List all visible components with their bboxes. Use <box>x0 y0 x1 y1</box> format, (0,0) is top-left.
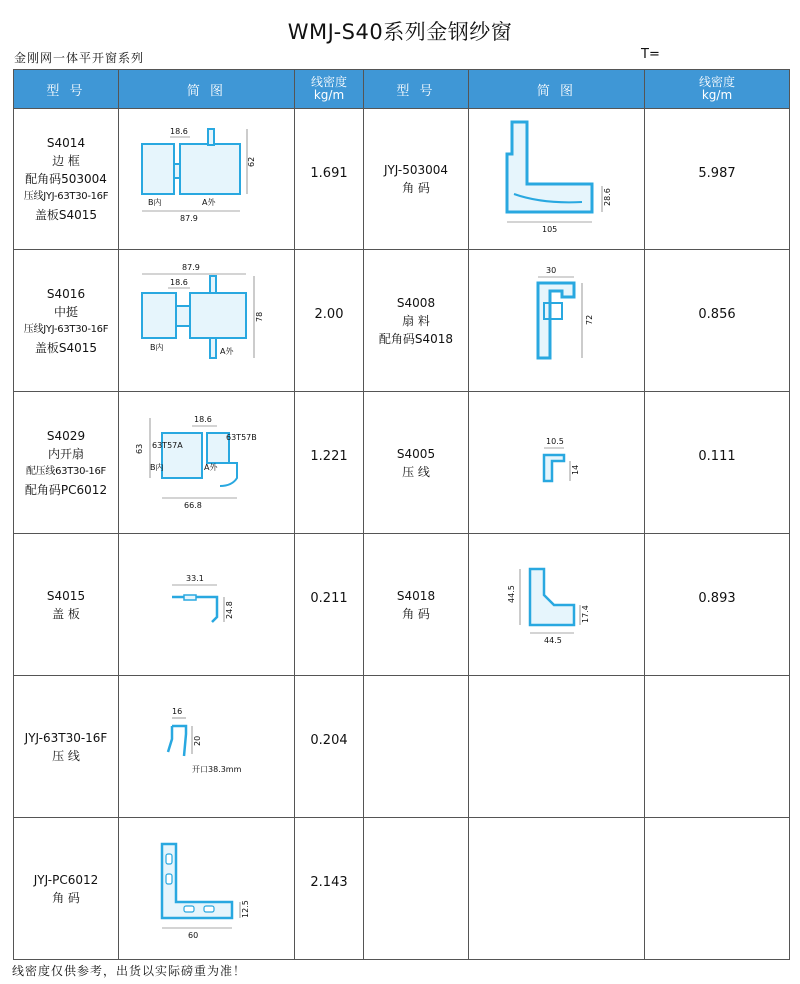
model-cell: S4014 边 框 配角码503004 压线JYJ-63T30-16F 盖板S4015 <box>14 109 119 250</box>
profile-63t30-diagram <box>132 704 282 789</box>
header-density-right: 线密度 kg/m <box>645 70 790 109</box>
svg-text:33.1: 33.1 <box>185 574 204 583</box>
svg-text:B内: B内 <box>149 343 163 352</box>
model-cell: S4015 盖 板 <box>14 534 119 676</box>
svg-text:63: 63 <box>134 443 144 454</box>
model-cell: JYJ-503004 角 码 <box>364 109 469 250</box>
diagram-cell <box>119 109 295 250</box>
header-density: 线密度 kg/m <box>295 70 364 109</box>
density-cell: 0.204 <box>295 676 364 818</box>
svg-text:105: 105 <box>541 225 557 234</box>
table-row <box>14 676 790 818</box>
profile-catalog-table <box>13 69 790 960</box>
svg-text:28.6: 28.6 <box>602 188 612 206</box>
diagram-cell <box>469 534 645 676</box>
svg-text:A外: A外 <box>203 462 217 472</box>
svg-text:24.8: 24.8 <box>224 601 234 619</box>
table-row <box>14 250 790 392</box>
svg-text:14: 14 <box>570 464 580 475</box>
svg-text:63T57A: 63T57A <box>151 440 183 450</box>
page-title: WMJ-S40系列金钢纱窗 <box>287 20 513 44</box>
svg-text:17.4: 17.4 <box>580 605 590 623</box>
svg-text:60: 60 <box>187 930 198 940</box>
empty-cell <box>645 676 790 818</box>
svg-text:18.6: 18.6 <box>193 414 212 424</box>
empty-cell <box>469 818 645 960</box>
svg-text:B内: B内 <box>149 462 163 472</box>
series-subtitle: 金刚网一体平开窗系列 <box>14 51 145 65</box>
profile-s4014-diagram <box>132 119 282 239</box>
table-row <box>14 109 790 250</box>
svg-text:开口38.3mm: 开口38.3mm <box>191 765 241 774</box>
header-model: 型 号 <box>14 70 119 109</box>
density-cell: 0.111 <box>645 392 790 534</box>
table-row <box>14 818 790 960</box>
diagram-cell <box>469 250 645 392</box>
model-cell: S4005 压 线 <box>364 392 469 534</box>
diagram-cell <box>119 818 295 960</box>
density-cell: 2.00 <box>295 250 364 392</box>
header-diagram-right: 简 图 <box>469 70 645 109</box>
model-cell: S4018 角 码 <box>364 534 469 676</box>
profile-503004-diagram <box>482 114 632 244</box>
header-diagram: 简 图 <box>119 70 295 109</box>
svg-text:A外: A外 <box>201 198 215 207</box>
density-cell: 1.691 <box>295 109 364 250</box>
svg-text:18.6: 18.6 <box>169 127 188 136</box>
model-cell: JYJ-PC6012 角 码 <box>14 818 119 960</box>
table-row <box>14 392 790 534</box>
svg-text:A外: A外 <box>219 347 233 356</box>
profile-pc6012-diagram <box>132 834 282 944</box>
diagram-cell <box>469 109 645 250</box>
diagram-cell <box>119 250 295 392</box>
density-cell: 0.856 <box>645 250 790 392</box>
profile-s4008-diagram <box>482 263 632 378</box>
svg-text:44.5: 44.5 <box>543 636 562 645</box>
profile-s4015-diagram <box>132 567 282 642</box>
svg-text:87.9: 87.9 <box>181 263 200 272</box>
svg-text:18.6: 18.6 <box>169 278 188 287</box>
model-cell: S4008 扇 料 配角码S4018 <box>364 250 469 392</box>
density-cell: 2.143 <box>295 818 364 960</box>
empty-cell <box>364 676 469 818</box>
empty-cell <box>364 818 469 960</box>
svg-text:63T57B: 63T57B <box>225 432 257 442</box>
svg-text:66.8: 66.8 <box>183 500 202 510</box>
diagram-cell <box>119 534 295 676</box>
table-row <box>14 534 790 676</box>
density-cell: 5.987 <box>645 109 790 250</box>
diagram-cell <box>119 676 295 818</box>
density-cell: 1.221 <box>295 392 364 534</box>
svg-text:30: 30 <box>545 266 556 275</box>
table-header-row <box>14 70 790 109</box>
profile-s4005-diagram <box>482 433 632 493</box>
thickness-label: T= <box>641 47 660 62</box>
header-model-right: 型 号 <box>364 70 469 109</box>
model-cell: S4029 内开扇 配压线63T30-16F 配角码PC6012 <box>14 392 119 534</box>
svg-text:72: 72 <box>584 314 594 325</box>
empty-cell <box>645 818 790 960</box>
profile-s4029-diagram <box>132 408 282 518</box>
diagram-cell <box>119 392 295 534</box>
svg-text:12.5: 12.5 <box>240 899 250 918</box>
svg-text:16: 16 <box>171 707 182 716</box>
svg-text:87.9: 87.9 <box>179 214 198 223</box>
density-cell: 0.893 <box>645 534 790 676</box>
profile-s4018-diagram <box>482 557 632 652</box>
svg-text:44.5: 44.5 <box>506 585 516 603</box>
svg-text:62: 62 <box>246 156 256 167</box>
diagram-cell <box>469 392 645 534</box>
svg-text:10.5: 10.5 <box>545 436 564 446</box>
model-cell: S4016 中挺 压线JYJ-63T30-16F 盖板S4015 <box>14 250 119 392</box>
svg-text:78: 78 <box>254 311 264 322</box>
profile-s4016-diagram <box>132 258 282 383</box>
svg-text:B内: B内 <box>147 198 161 207</box>
svg-text:20: 20 <box>192 735 202 746</box>
empty-cell <box>469 676 645 818</box>
density-disclaimer: 线密度仅供参考，出货以实际磅重为准！ <box>12 964 247 978</box>
model-cell: JYJ-63T30-16F 压 线 <box>14 676 119 818</box>
density-cell: 0.211 <box>295 534 364 676</box>
